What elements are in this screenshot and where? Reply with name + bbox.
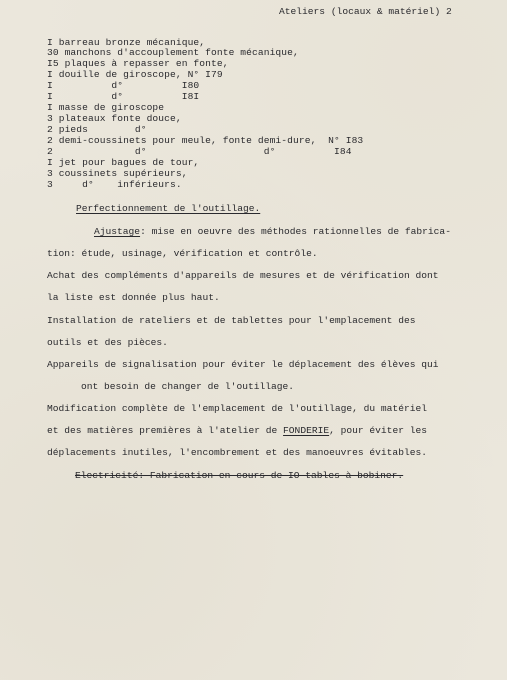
inventory-line-2: 30 manchons d'accouplement fonte mécanique, xyxy=(47,47,299,58)
inventory-line-9: 2 pieds d° xyxy=(47,124,147,135)
signal-line-2: ont besoin de changer de l'outillage. xyxy=(81,381,295,392)
ajustage-line-1 xyxy=(94,226,451,237)
inventory-line-1: I barreau bronze mécanique, xyxy=(47,37,206,48)
inventory-line-7: I masse de giroscope xyxy=(47,102,165,113)
inventory-line-3: I5 plaques à repasser en fonte, xyxy=(47,58,229,69)
page-header: Ateliers (locaux & matériel) 2 xyxy=(279,6,452,17)
install-line-2: outils et des pièces. xyxy=(47,337,168,348)
inventory-line-8: 3 plateaux fonte douce, xyxy=(47,113,182,124)
inventory-line-11: 2 d° d° I84 xyxy=(47,146,352,157)
inventory-line-12: I jet pour bagues de tour, xyxy=(47,157,200,168)
struck-line: Electricité: Fabrication en cours de IO tables à bobiner. xyxy=(75,470,404,481)
inventory-line-4: I douille de giroscope, N° I79 xyxy=(47,69,223,80)
inventory-line-10: 2 demi-coussinets pour meule, fonte demi-dure, N° I83 xyxy=(47,135,364,146)
achat-line-2: la liste est donnée plus haut. xyxy=(47,292,220,303)
modif-line-1: Modification complète de l'emplacement de l'outillage, du matériel xyxy=(47,403,427,414)
inventory-line-13: 3 coussinets supérieurs, xyxy=(47,168,188,179)
inventory-line-5: I d° I80 xyxy=(47,80,200,91)
install-line-1: Installation de rateliers et de tablettes pour l'emplacement des xyxy=(47,315,416,326)
ajustage-line-2: tion: étude, usinage, vérification et contrôle. xyxy=(47,248,318,259)
ajustage-text: : mise en oeuvre des méthodes rationnelles de fabrica- xyxy=(140,226,451,237)
modif-line-3: déplacements inutiles, l'encombrement et des manoeuvres évitables. xyxy=(47,447,427,458)
achat-line-1: Achat des compléments d'appareils de mesures et de vérification dont xyxy=(47,270,439,281)
inventory-line-6: I d° I8I xyxy=(47,91,200,102)
fonderie-word: FONDERIE xyxy=(283,425,330,436)
inventory-line-14: 3 d° inférieurs. xyxy=(47,179,182,190)
signal-line-1: Appareils de signalisation pour éviter le déplacement des élèves qui xyxy=(47,359,439,370)
modif-line-2-start: et des matières premières à l'atelier de xyxy=(47,425,284,436)
ajustage-label: Ajustage xyxy=(94,226,141,237)
modif-line-2-end: , pour éviter les xyxy=(329,425,427,436)
section-heading: Perfectionnement de l'outillage. xyxy=(76,203,261,214)
modif-line-2 xyxy=(47,425,427,436)
